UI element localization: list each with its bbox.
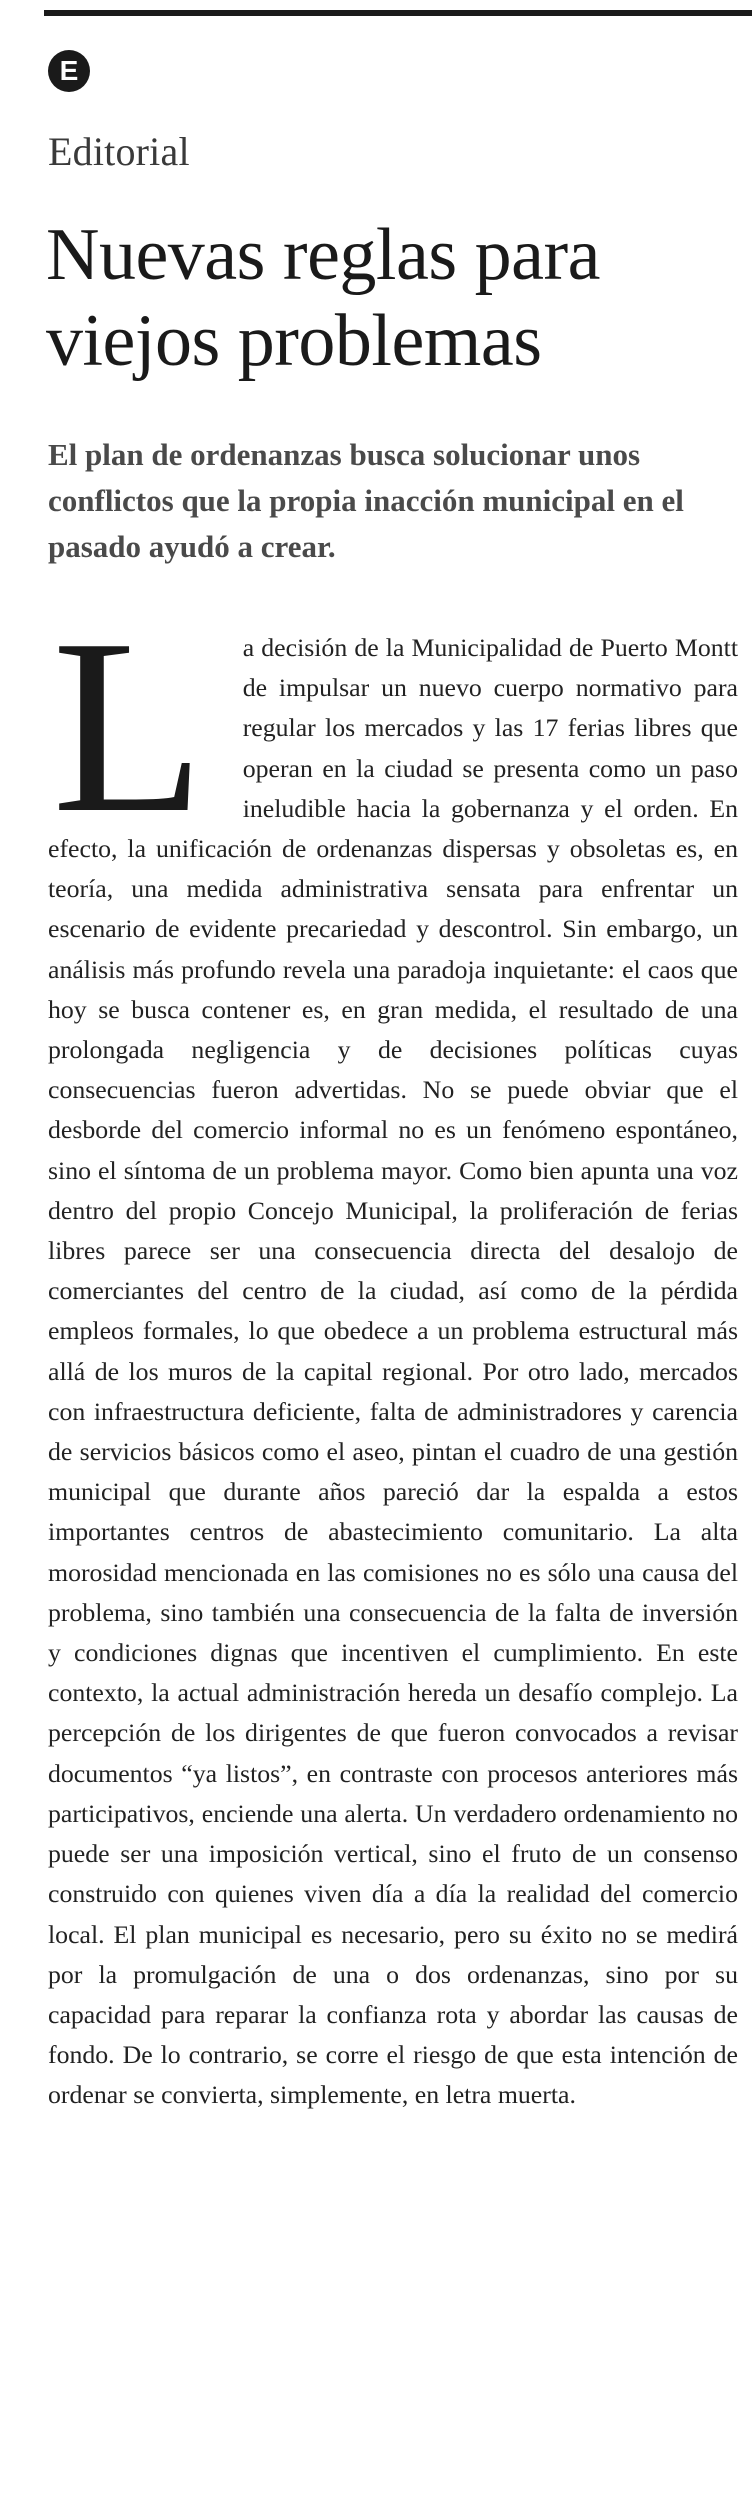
drop-cap: L — [52, 588, 205, 865]
article-body — [48, 588, 738, 2116]
article-body-text: a decisión de la Municipalidad de Puerto Montt de impulsar un nuevo cuerpo normativo para regular los mercados y las 17 ferias libres que operan en la ciudad se presenta como un paso ineludible hacia la gobernanza y el orden. En efecto, la unificación de ordenanzas dispersas y obsoletas es, en teoría, una medida administrativa sensata para enfrentar un escenario de evidente precariedad y descontrol. Sin embargo, un análisis más profundo revela una paradoja inquietante: el caos que hoy se busca contener es, en gran medida, el resultado de una prolongada negligencia y de decisiones políticas cuyas consecuencias fueron advertidas. No se puede obviar que el desborde del comercio informal no es un fenómeno espontáneo, sino el síntoma de un problema mayor. Como bien apunta una voz dentro del propio Concejo Municipal, la proliferación de ferias libres parece ser una consecuencia directa del desalojo de comerciantes del centro de la ciudad, así como de la pérdida empleos formales, lo que obedece a un problema estructural más allá de los muros de la capital regional. Por otro lado, mercados con infraestructura deficiente, falta de administradores y carencia de servicios básicos como el aseo, pintan el cuadro de una gestión municipal que durante años pareció dar la espalda a estos importantes centros de abastecimiento comunitario. La alta morosidad mencionada en las comisiones no es sólo una causa del problema, sino también una consecuencia de la falta de inversión y condiciones dignas que incentiven el cumplimiento. En este contexto, la actual administración hereda un desafío complejo. La percepción de los dirigentes de que fueron convocados a revisar documentos “ya listos”, en contraste con procesos anteriores más participativos, enciende una alerta. Un verdadero ordenamiento no puede ser una imposición vertical, sino el fruto de un consenso construido con quienes viven día a día la realidad del comercio local. El plan municipal es necesario, pero su éxito no se medirá por la promulgación de una o dos ordenanzas, sino por su capacidad para reparar la confianza rota y abordar las causas de fondo. De lo contrario, se corre el riesgo de que esta intención de ordenar se convierta, simplemente, en letra muerta. — [48, 633, 738, 2110]
top-rule — [44, 10, 752, 16]
deck: El plan de ordenanzas busca solucionar unos conflictos que la propia inacción municipal en el pasado ayudó a crear. — [48, 437, 684, 564]
section-label: Editorial — [48, 129, 190, 174]
headline: Nuevas reglas para viejos problemas — [46, 214, 600, 382]
section-badge: E — [48, 50, 90, 92]
